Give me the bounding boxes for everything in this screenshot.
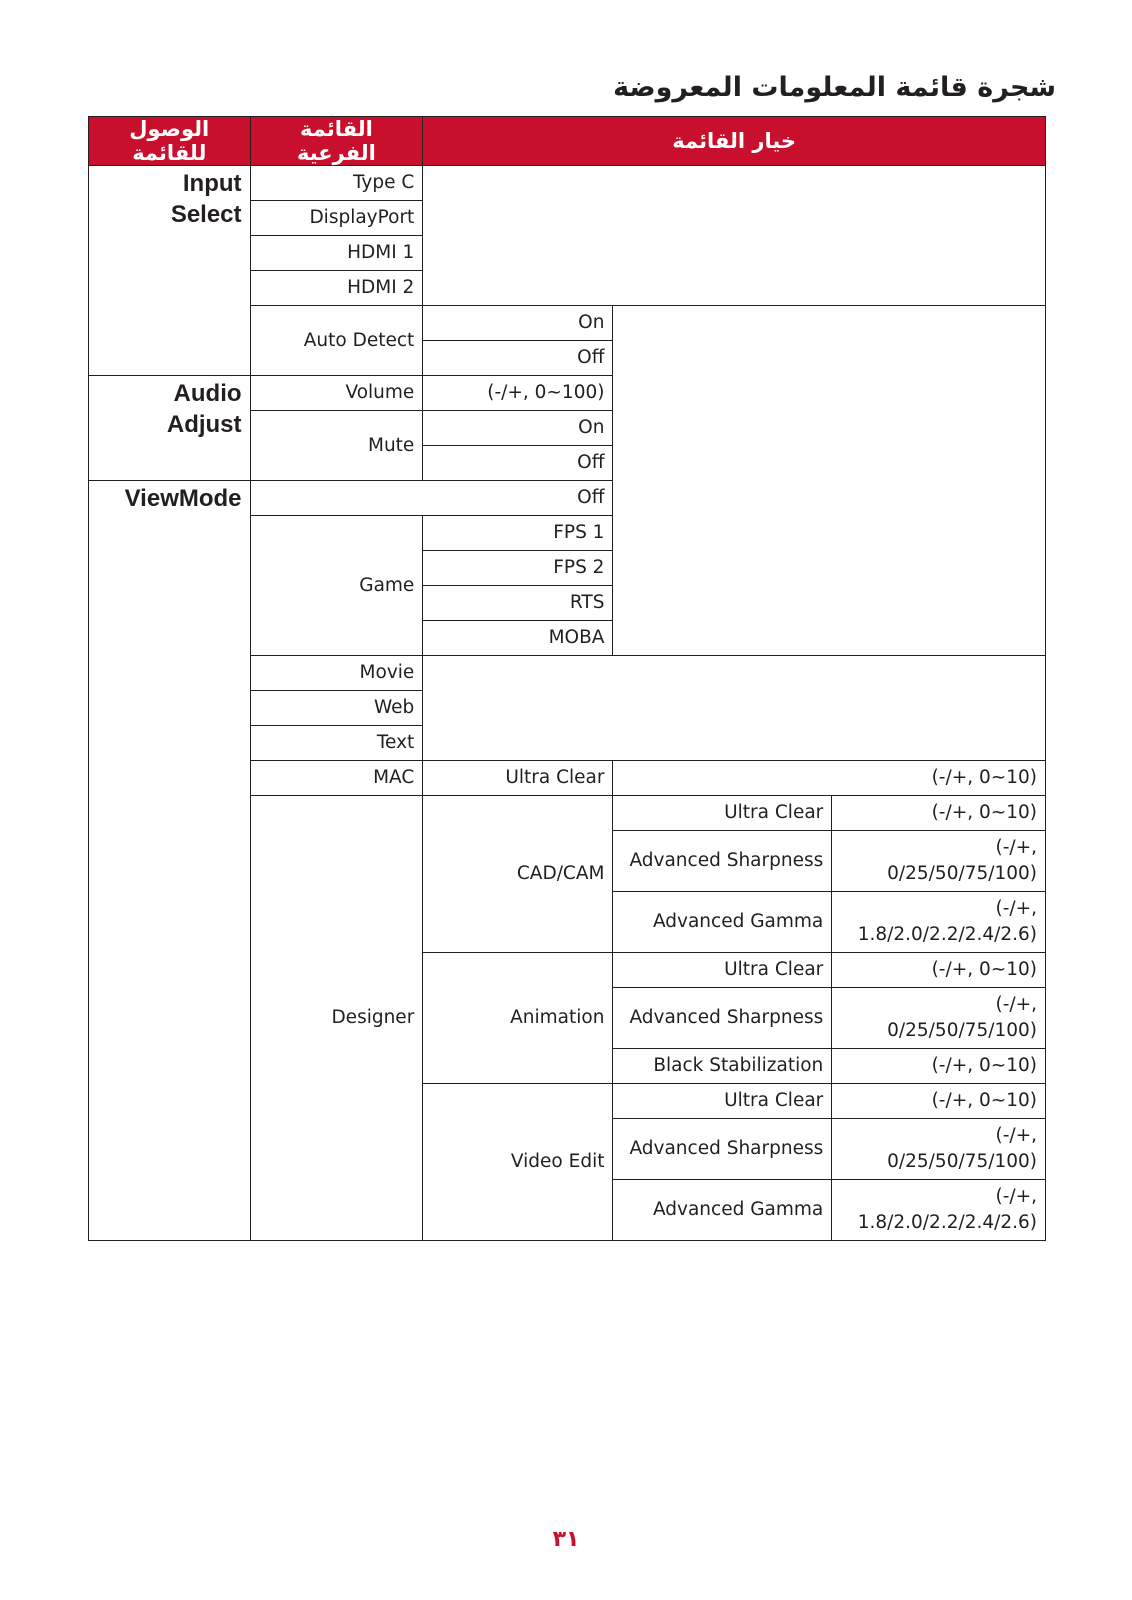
- option-on: On: [423, 306, 613, 341]
- option-on: On: [423, 411, 613, 446]
- osd-menu-tree-table: [88, 116, 1046, 1241]
- option-advanced-sharpness: Advanced Sharpness: [613, 988, 832, 1049]
- option-off: Off: [423, 341, 613, 376]
- submenu-mac: MAC: [250, 761, 423, 796]
- option-ultra-clear-range: (-/+, 0~10): [832, 796, 1046, 831]
- option-advanced-sharpness-range: (-/+, 0/25/50/75/100): [832, 1119, 1046, 1180]
- empty-cell: [613, 306, 1046, 656]
- option-advanced-sharpness: Advanced Sharpness: [613, 1119, 832, 1180]
- option-ultra-clear: Ultra Clear: [423, 761, 613, 796]
- submenu-text: Text: [250, 726, 423, 761]
- page-number: ٣١: [552, 1527, 580, 1552]
- option-advanced-sharpness-range: (-/+, 0/25/50/75/100): [832, 831, 1046, 892]
- option-advanced-gamma-range: (-/+, 1.8/2.0/2.2/2.4/2.6): [832, 1180, 1046, 1241]
- option-ultra-clear: Ultra Clear: [613, 1084, 832, 1119]
- submenu-type-c: Type C: [250, 166, 423, 201]
- option-advanced-sharpness: Advanced Sharpness: [613, 831, 832, 892]
- main-menu-viewmode: ViewMode: [89, 481, 251, 1241]
- option-ultra-clear: Ultra Clear: [613, 796, 832, 831]
- submenu-mute: Mute: [250, 411, 423, 481]
- table-header-row: [89, 117, 1046, 166]
- option-advanced-gamma-range: (-/+, 1.8/2.0/2.2/2.4/2.6): [832, 892, 1046, 953]
- submenu-video-edit: Video Edit: [423, 1084, 613, 1241]
- submenu-designer: Designer: [250, 796, 423, 1241]
- option-ultra-clear-range: (-/+, 0~10): [613, 761, 1046, 796]
- option-ultra-clear: Ultra Clear: [613, 953, 832, 988]
- option-off: Off: [250, 481, 613, 516]
- page-title: شجرة قائمة المعلومات المعروضة: [613, 72, 1056, 103]
- option-volume-range: (-/+, 0~100): [423, 376, 613, 411]
- option-ultra-clear-range: (-/+, 0~10): [832, 953, 1046, 988]
- header-menu-option: خيار القائمة: [423, 117, 1046, 166]
- option-ultra-clear-range: (-/+, 0~10): [832, 1084, 1046, 1119]
- submenu-displayport: DisplayPort: [250, 201, 423, 236]
- option-black-stabilization: Black Stabilization: [613, 1049, 832, 1084]
- submenu-cadcam: CAD/CAM: [423, 796, 613, 953]
- option-fps2: FPS 2: [423, 551, 613, 586]
- header-main-menu: الوصول للقائمة: [89, 117, 251, 166]
- submenu-animation: Animation: [423, 953, 613, 1084]
- option-off: Off: [423, 446, 613, 481]
- option-moba: MOBA: [423, 621, 613, 656]
- header-sub-menu: القائمة الفرعية: [250, 117, 423, 166]
- main-menu-audio-adjust: Audio Adjust: [89, 376, 251, 481]
- empty-cell: [423, 656, 1046, 761]
- option-advanced-gamma: Advanced Gamma: [613, 892, 832, 953]
- empty-cell: [423, 166, 1046, 306]
- submenu-movie: Movie: [250, 656, 423, 691]
- submenu-hdmi2: HDMI 2: [250, 271, 423, 306]
- submenu-volume: Volume: [250, 376, 423, 411]
- submenu-web: Web: [250, 691, 423, 726]
- table-row: [89, 166, 1046, 201]
- option-black-stabilization-range: (-/+, 0~10): [832, 1049, 1046, 1084]
- option-advanced-sharpness-range: (-/+, 0/25/50/75/100): [832, 988, 1046, 1049]
- submenu-hdmi1: HDMI 1: [250, 236, 423, 271]
- submenu-auto-detect: Auto Detect: [250, 306, 423, 376]
- option-rts: RTS: [423, 586, 613, 621]
- option-fps1: FPS 1: [423, 516, 613, 551]
- submenu-game: Game: [250, 516, 423, 656]
- main-menu-input-select: Input Select: [89, 166, 251, 376]
- option-advanced-gamma: Advanced Gamma: [613, 1180, 832, 1241]
